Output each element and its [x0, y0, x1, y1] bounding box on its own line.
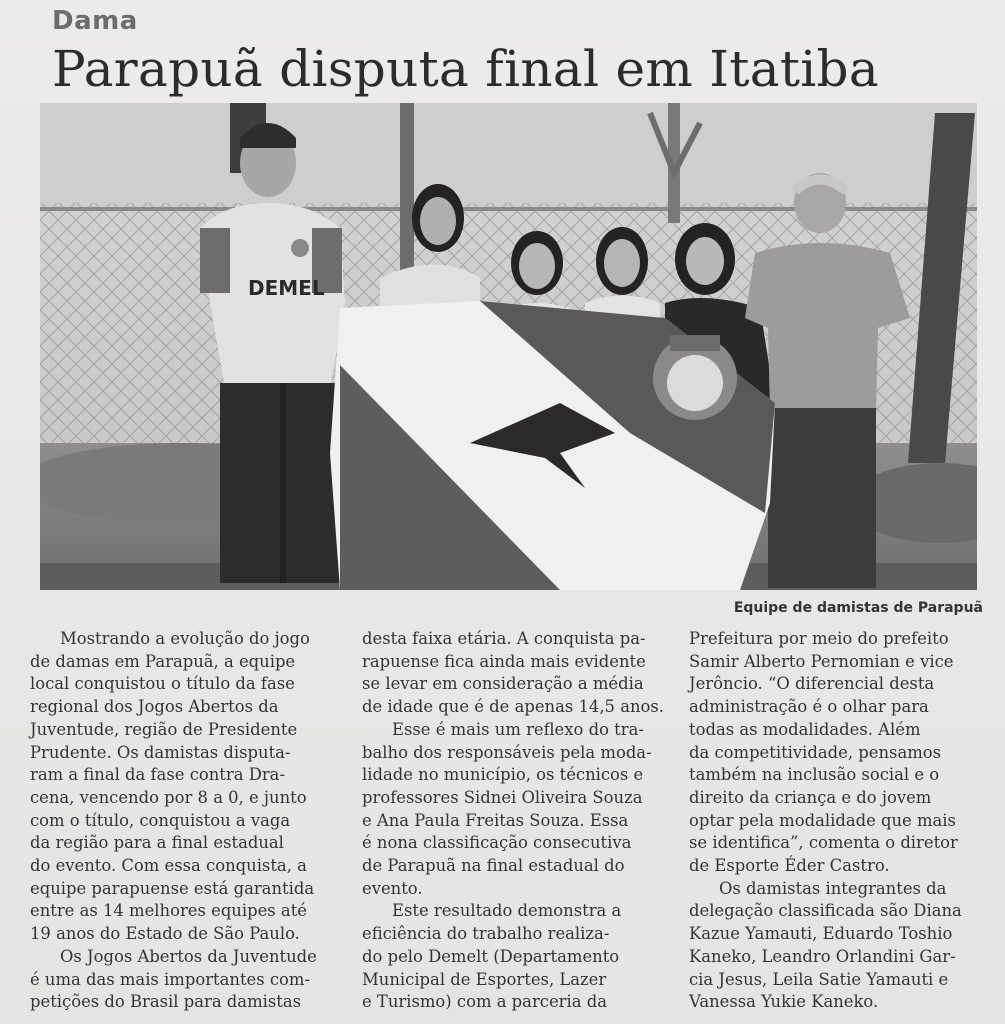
shirt-text: DEMEL [248, 276, 325, 300]
article-line: desta faixa etária. A conquista pa- [362, 629, 646, 648]
article-line: Kaneko, Leandro Orlandini Gar- [689, 946, 956, 966]
article-line: e Turismo) com a parceria da [362, 992, 607, 1012]
article-line: evento. [362, 878, 423, 898]
team-photo-illustration [40, 103, 977, 590]
article-line: cena, vencendo por 8 a 0, e junto [30, 787, 307, 807]
article-line: é nona classificação consecutiva [362, 833, 632, 853]
article-line: é uma das mais importantes com- [30, 969, 310, 989]
article-line: de Parapuã na final estadual do [362, 856, 625, 876]
article-line: de damas em Parapuã, a equipe [30, 651, 296, 671]
article-line: Mostrando a evolução do jogo [60, 629, 310, 648]
article-line: 19 anos do Estado de São Paulo. [30, 924, 300, 944]
article-line: petições do Brasil para damistas [30, 992, 302, 1012]
article-line: Samir Alberto Pernomian e vice [689, 651, 954, 671]
article-line: do evento. Com essa conquista, a [30, 856, 307, 876]
article-line: balho dos responsáveis pela moda- [362, 742, 652, 762]
article-line: da competitividade, pensamos [689, 742, 942, 762]
article-line: entre as 14 melhores equipes até [30, 901, 307, 921]
article-line: ram a final da fase contra Dra- [30, 765, 285, 785]
article-line: Juventude, região de Presidente [30, 719, 298, 739]
article-column-3 [689, 628, 979, 1014]
article-column-1 [30, 628, 338, 1014]
article-line: Vanessa Yukie Kaneko. [689, 992, 879, 1012]
article-line: se levar em consideração a média [362, 674, 644, 694]
team-photo [40, 103, 977, 590]
article-line: e Ana Paula Freitas Souza. Essa [362, 810, 629, 830]
article-line: Municipal de Esportes, Lazer [362, 969, 607, 989]
article-line: optar pela modalidade que mais [689, 810, 956, 830]
article-line: Kazue Yamauti, Eduardo Toshio [689, 924, 953, 944]
article-line: Os damistas integrantes da [719, 878, 947, 898]
article-line: local conquistou o título da fase [30, 674, 295, 694]
article-line: equipe parapuense está garantida [30, 878, 315, 898]
article-line: regional dos Jogos Abertos da [30, 697, 279, 717]
article-line: rapuense fica ainda mais evidente [362, 651, 646, 671]
article-line: professores Sidnei Oliveira Souza [362, 787, 643, 807]
article-line: Este resultado demonstra a [392, 901, 622, 921]
article-column-2 [362, 628, 667, 1014]
article-line: Prefeitura por meio do prefeito [689, 629, 949, 648]
article-line: delegação classificada são Diana [689, 901, 962, 921]
article-line: da região para a final estadual [30, 833, 284, 853]
article-line: Os Jogos Abertos da Juventude [60, 946, 317, 966]
article-line: Esse é mais um reflexo do tra- [392, 719, 644, 739]
article-line: lidade no município, os técnicos e [362, 765, 644, 785]
article-line: administração é o olhar para [689, 697, 929, 717]
article-line: todas as modalidades. Além [689, 719, 921, 739]
article-line: Jerôncio. “O diferencial desta [689, 674, 935, 694]
photo-caption: Equipe de damistas de Parapuã [733, 600, 983, 616]
article-line: cia Jesus, Leila Satie Yamauti e [689, 969, 949, 989]
article-line: direito da criança e do jovem [689, 787, 932, 807]
article-line: com o título, conquistou a vaga [30, 810, 291, 830]
section-label: Dama [52, 6, 138, 36]
article-line: de idade que é de apenas 14,5 anos. [362, 697, 665, 717]
article-line: de Esporte Éder Castro. [689, 856, 890, 876]
article-line: Prudente. Os damistas disputa- [30, 742, 291, 762]
article-line: do pelo Demelt (Departamento [362, 946, 620, 966]
article-line: se identifica”, comenta o diretor [689, 833, 958, 853]
article-line: também na inclusão social e o [689, 765, 940, 785]
headline: Parapuã disputa final em Itatiba [52, 40, 879, 98]
article-line: eficiência do trabalho realiza- [362, 924, 610, 944]
